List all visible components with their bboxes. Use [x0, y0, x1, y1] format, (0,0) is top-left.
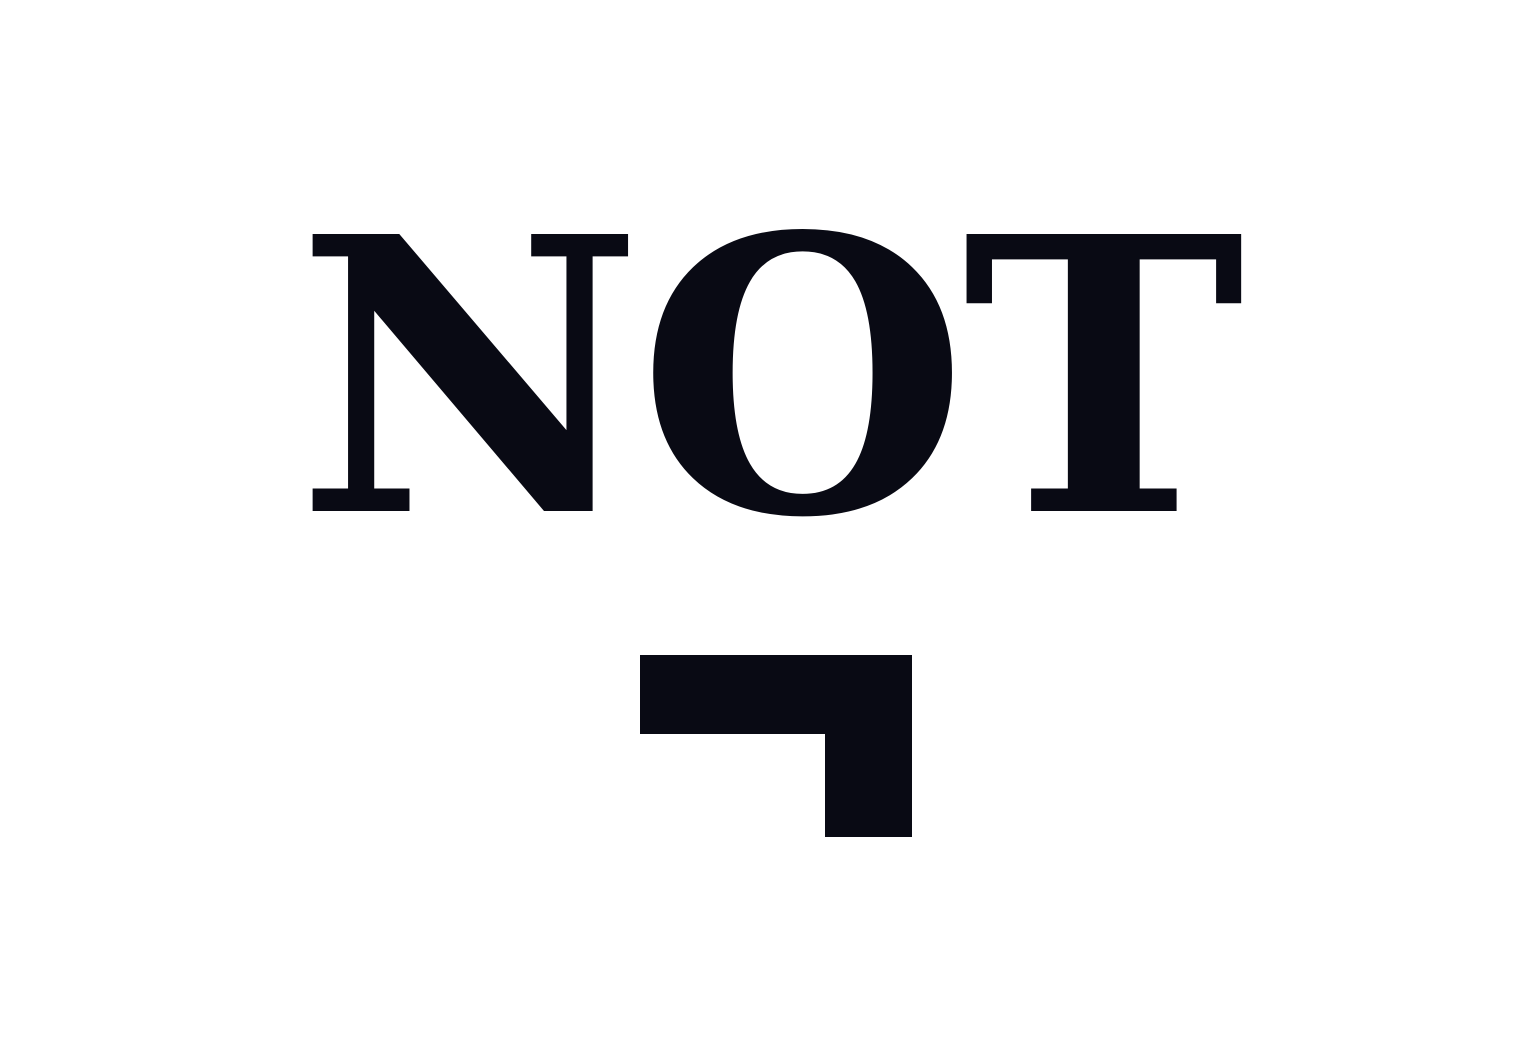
- logical-not-icon: [640, 655, 912, 837]
- logical-not-shape: [640, 655, 912, 837]
- not-word: NOT: [295, 154, 1240, 601]
